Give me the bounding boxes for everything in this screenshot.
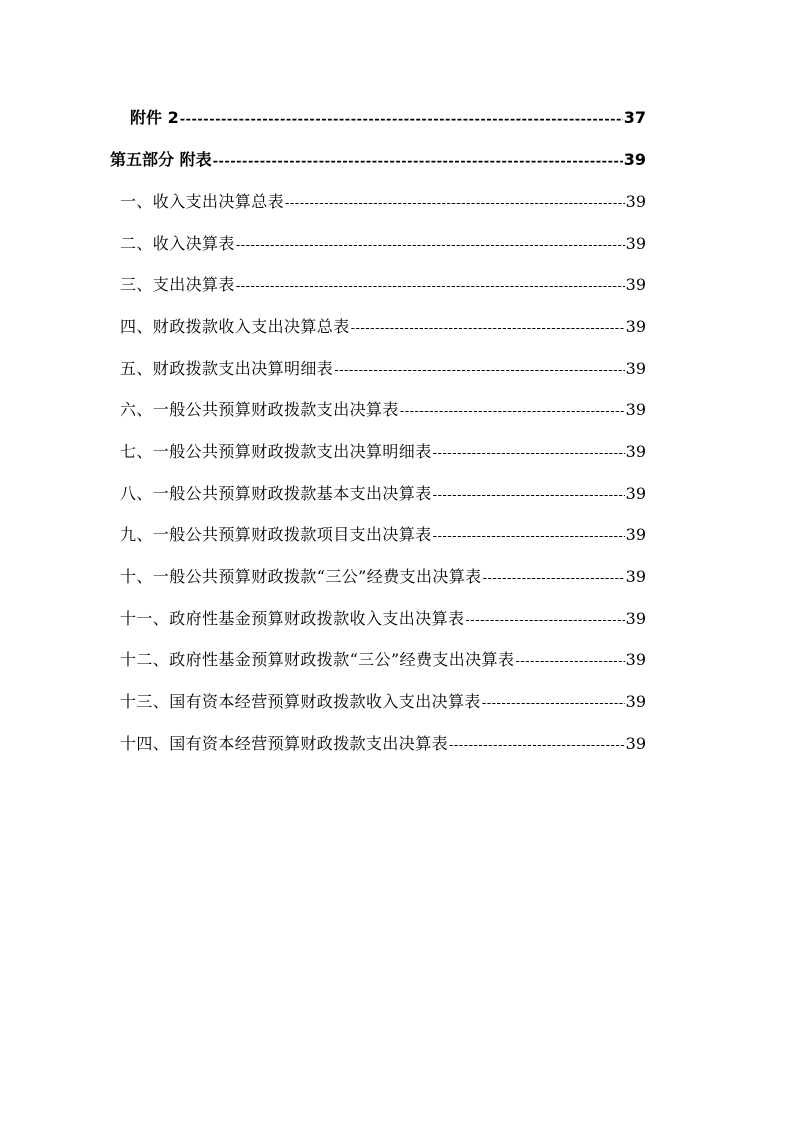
toc-entry-page-number: 39: [625, 192, 646, 211]
toc-entry-label: 一、收入支出决算总表: [120, 192, 285, 211]
toc-entry-label: 十一、政府性基金预算财政拨款收入支出决算表: [120, 609, 465, 628]
toc-entry-4[interactable]: [120, 314, 646, 338]
toc-entry-6[interactable]: [120, 397, 646, 421]
toc-entry-label: 附件 2: [130, 108, 179, 127]
toc-entry-page-number: 39: [625, 442, 646, 461]
toc-entry-page-number: 39: [625, 609, 646, 628]
toc-entry-2[interactable]: [120, 231, 646, 255]
toc-entry-page-number: 39: [623, 150, 646, 169]
toc-entry-label: 第五部分 附表: [110, 150, 212, 169]
toc-dot-leader: [213, 154, 623, 169]
toc-entry-page-number: 39: [625, 734, 646, 753]
toc-entry-5[interactable]: [120, 356, 646, 380]
toc-entry-page-number: 39: [625, 567, 646, 586]
toc-entry-label: 十二、政府性基金预算财政拨款“三公”经费支出决算表: [120, 650, 515, 669]
toc-dot-leader: [465, 613, 624, 628]
toc-dot-leader: [433, 488, 625, 503]
toc-dot-leader: [285, 196, 625, 211]
toc-entry-14[interactable]: [120, 731, 646, 755]
toc-entry-label: 九、一般公共预算财政拨款项目支出决算表: [120, 525, 432, 544]
toc-entry-12[interactable]: [120, 647, 646, 671]
toc-dot-leader: [180, 112, 623, 127]
toc-dot-leader: [236, 238, 625, 253]
toc-entry-label: 十三、国有资本经营预算财政拨款收入支出决算表: [120, 692, 481, 711]
toc-entry-label: 十、一般公共预算财政拨款“三公”经费支出决算表: [120, 567, 482, 586]
toc-dot-leader: [483, 571, 625, 586]
toc-entry-label: 三、支出决算表: [120, 275, 235, 294]
toc-dot-leader: [400, 404, 625, 419]
toc-entry-page-number: 39: [625, 400, 646, 419]
toc-entry-13[interactable]: [120, 689, 646, 713]
toc-dot-leader: [334, 363, 624, 378]
toc-entry-label: 五、财政拨款支出决算明细表: [120, 359, 334, 378]
toc-entry-label: 七、一般公共预算财政拨款支出决算明细表: [120, 442, 432, 461]
toc-entry-page-number: 39: [625, 317, 646, 336]
toc-entry-label: 二、收入决算表: [120, 234, 235, 253]
toc-entry-page-number: 39: [625, 525, 646, 544]
toc-entry-page-number: 39: [625, 692, 646, 711]
toc-dot-leader: [236, 279, 625, 294]
toc-entry-1[interactable]: [120, 189, 646, 213]
toc-dot-leader: [433, 529, 625, 544]
toc-entry-label: 六、一般公共预算财政拨款支出决算表: [120, 400, 399, 419]
toc-entry-part-5-appendix-tables[interactable]: [110, 147, 646, 171]
toc-entry-page-number: 39: [625, 484, 646, 503]
toc-dot-leader: [515, 654, 624, 669]
toc-dot-leader: [482, 696, 625, 711]
toc-dot-leader: [449, 738, 625, 753]
toc-entry-10[interactable]: [120, 564, 646, 588]
toc-entry-label: 八、一般公共预算财政拨款基本支出决算表: [120, 484, 432, 503]
toc-entry-page-number: 39: [625, 275, 646, 294]
toc-entry-attachment-2[interactable]: [130, 105, 646, 129]
toc-entry-page-number: 39: [625, 650, 646, 669]
toc-dot-leader: [433, 446, 625, 461]
toc-entry-7[interactable]: [120, 439, 646, 463]
toc-entry-label: 十四、国有资本经营预算财政拨款支出决算表: [120, 734, 449, 753]
toc-entry-page-number: 37: [623, 108, 646, 127]
toc-entry-8[interactable]: [120, 481, 646, 505]
toc-entry-label: 四、财政拨款收入支出决算总表: [120, 317, 350, 336]
toc-entry-9[interactable]: [120, 522, 646, 546]
toc-entry-11[interactable]: [120, 606, 646, 630]
toc-dot-leader: [351, 321, 625, 336]
toc-entry-3[interactable]: [120, 272, 646, 296]
toc-entry-page-number: 39: [625, 234, 646, 253]
toc-entry-page-number: 39: [625, 359, 646, 378]
